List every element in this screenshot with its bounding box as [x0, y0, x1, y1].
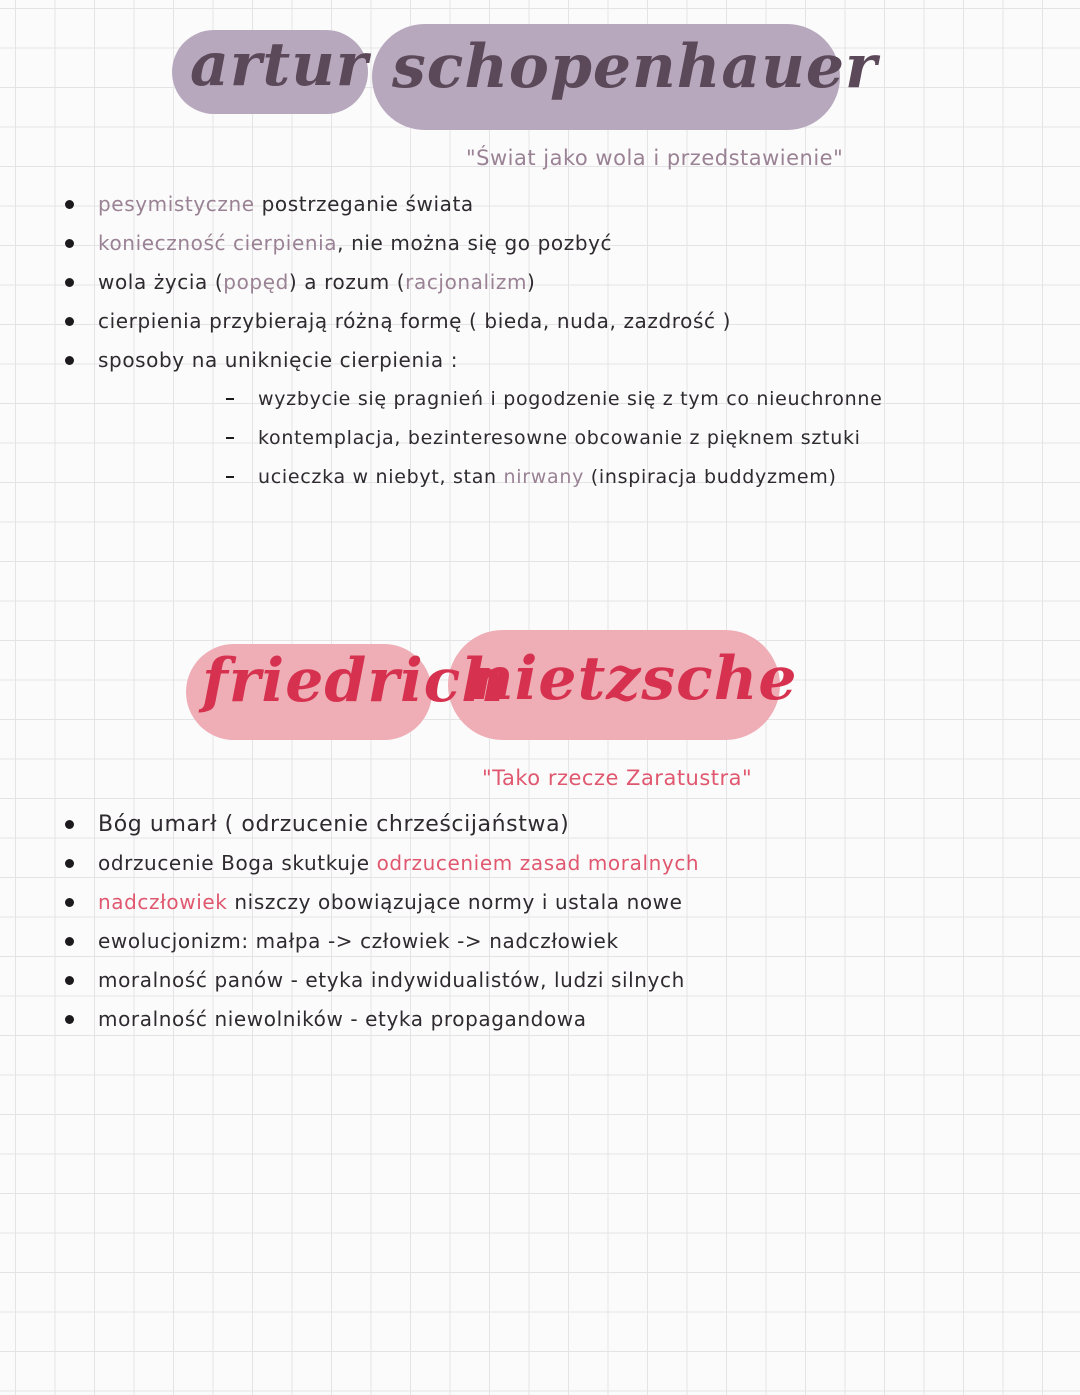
- accent-text: konieczność cierpienia: [98, 231, 338, 255]
- nietzsche-title-first: friedrich: [202, 646, 506, 716]
- item-text: ) a rozum (: [288, 270, 406, 294]
- item-text: Bóg umarł ( odrzucenie chrześcijaństwa): [98, 812, 570, 837]
- list-item: [98, 1000, 699, 1039]
- bullet-dot: [65, 976, 74, 985]
- list-item: [98, 805, 699, 844]
- accent-text: nirwany: [503, 466, 585, 488]
- accent-text: odrzuceniem zasad moralnych: [376, 851, 700, 875]
- item-text: sposoby na uniknięcie cierpienia :: [98, 348, 459, 372]
- schopenhauer-bullet-list: [98, 185, 731, 380]
- list-item: [258, 419, 882, 458]
- bullet-dot: [65, 239, 74, 248]
- bullet-dot: [65, 898, 74, 907]
- list-item: [98, 844, 699, 883]
- schopenhauer-title-last: schopenhauer: [392, 32, 878, 102]
- list-item: [258, 458, 882, 497]
- accent-text: nadczłowiek: [98, 890, 228, 914]
- item-text: wola życia (: [98, 270, 224, 294]
- item-text: moralność panów - etyka indywidualistów, ludzi silnych: [98, 968, 685, 992]
- nietzsche-section: [0, 600, 1080, 1060]
- item-text: wyzbycie się pragnień i pogodzenie się z tym co nieuchronne: [258, 388, 883, 410]
- bullet-dot: [65, 356, 74, 365]
- bullet-dot: [65, 859, 74, 868]
- nietzsche-quote: "Tako rzecze Zaratustra": [482, 766, 753, 790]
- item-text: ucieczka w niebyt, stan: [258, 466, 504, 488]
- bullet-dot: [65, 317, 74, 326]
- accent-text: popęd: [223, 270, 289, 294]
- item-text: ewolucjonizm: małpa -> człowiek -> nadczłowiek: [98, 929, 619, 953]
- schopenhauer-title-first: artur: [190, 30, 369, 100]
- item-text: niszczy obowiązujące normy i ustala nowe: [227, 890, 683, 914]
- list-item: [98, 302, 731, 341]
- list-item: [98, 185, 731, 224]
- dash-marker: [226, 437, 234, 439]
- item-text: , nie można się go pozbyć: [337, 231, 613, 255]
- dash-marker: [226, 476, 234, 478]
- item-text: postrzeganie świata: [254, 192, 474, 216]
- list-item: [98, 883, 699, 922]
- bullet-dot: [65, 820, 74, 829]
- list-item: [98, 961, 699, 1000]
- list-item: [98, 341, 731, 380]
- accent-text: racjonalizm: [405, 270, 528, 294]
- list-item: [98, 224, 731, 263]
- schopenhauer-sub-list: [258, 380, 882, 497]
- bullet-dot: [65, 200, 74, 209]
- item-text: ): [527, 270, 536, 294]
- list-item: [98, 922, 699, 961]
- list-item: [98, 263, 731, 302]
- schopenhauer-section: [0, 0, 1080, 520]
- item-text: moralność niewolników - etyka propagandowa: [98, 1007, 587, 1031]
- item-text: cierpienia przybierają różną formę ( bieda, nuda, zazdrość ): [98, 309, 731, 333]
- bullet-dot: [65, 1015, 74, 1024]
- list-item: [258, 380, 882, 419]
- bullet-dot: [65, 937, 74, 946]
- item-text: kontemplacja, bezinteresowne obcowanie z pięknem sztuki: [258, 427, 861, 449]
- item-text: odrzucenie Boga skutkuje: [98, 851, 377, 875]
- accent-text: pesymistyczne: [98, 192, 255, 216]
- schopenhauer-quote: "Świat jako wola i przedstawienie": [466, 146, 844, 170]
- nietzsche-bullet-list: [98, 805, 699, 1039]
- dash-marker: [226, 398, 234, 400]
- bullet-dot: [65, 278, 74, 287]
- nietzsche-title-last: nietzsche: [470, 644, 798, 714]
- item-text: (inspiracja buddyzmem): [584, 466, 837, 488]
